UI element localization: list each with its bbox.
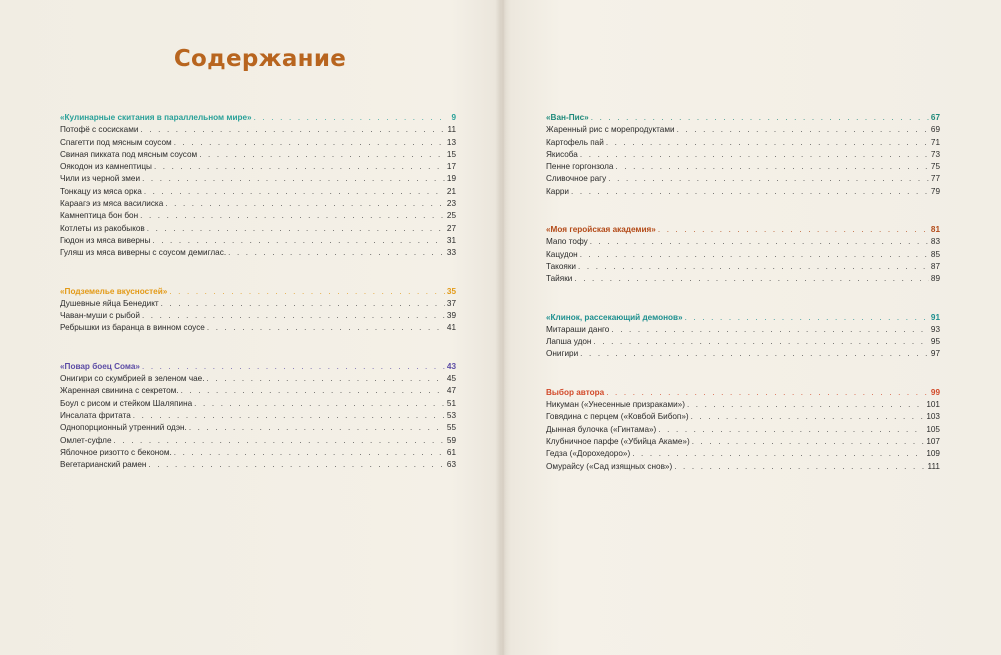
toc-entry-page-number: 63 bbox=[446, 460, 456, 470]
toc-entry-title: Боул с рисом и стейком Шаляпина bbox=[60, 398, 193, 408]
toc-entry-page-number: 111 bbox=[927, 461, 940, 471]
section-heading-page-number: 35 bbox=[446, 286, 456, 296]
dot-leader bbox=[114, 435, 445, 447]
dot-leader bbox=[142, 310, 445, 322]
toc-entry[interactable] bbox=[546, 261, 940, 273]
dot-leader bbox=[147, 223, 445, 235]
section-heading-title: «Повар боец Сома» bbox=[60, 361, 140, 371]
toc-entry-title: Сливочное рагу bbox=[546, 174, 607, 184]
dot-leader bbox=[142, 361, 445, 373]
toc-entry[interactable] bbox=[546, 236, 940, 248]
dot-leader bbox=[590, 236, 929, 248]
toc-entry-page-number: 55 bbox=[446, 423, 456, 433]
dot-leader bbox=[154, 161, 445, 173]
toc-entry-title: Омурайсу («Сад изящных снов») bbox=[546, 461, 673, 471]
dot-leader bbox=[174, 137, 445, 149]
toc-entry[interactable] bbox=[546, 137, 940, 149]
section-heading-title: «Клинок, рассекающий демонов» bbox=[546, 312, 683, 322]
toc-entry-page-number: 83 bbox=[930, 237, 940, 247]
dot-leader bbox=[658, 424, 924, 436]
section-heading-page-number: 67 bbox=[930, 113, 940, 122]
toc-entry-title: Жаренная свинина с секретом. bbox=[60, 386, 179, 396]
dot-leader bbox=[228, 247, 445, 259]
toc-entry-page-number: 19 bbox=[446, 174, 456, 184]
toc-entry[interactable] bbox=[546, 173, 940, 185]
dot-leader bbox=[148, 459, 444, 471]
toc-right-column bbox=[546, 112, 940, 473]
toc-entry-page-number: 33 bbox=[446, 248, 456, 258]
toc-entry-page-number: 101 bbox=[926, 400, 940, 410]
toc-entry[interactable] bbox=[60, 447, 456, 459]
toc-entry[interactable] bbox=[60, 161, 456, 173]
dot-leader bbox=[169, 286, 445, 298]
dot-leader bbox=[199, 149, 445, 161]
toc-entry-title: Гуляш из мяса виверны с соусом демиглас. bbox=[60, 248, 227, 258]
toc-entry[interactable] bbox=[546, 324, 940, 336]
toc-entry-title: Онигири bbox=[546, 349, 579, 359]
dot-leader bbox=[140, 124, 445, 136]
toc-section bbox=[546, 387, 940, 473]
section-gap bbox=[546, 286, 940, 312]
dot-leader bbox=[152, 235, 445, 247]
section-heading-page-number: 91 bbox=[930, 312, 940, 322]
dot-leader bbox=[207, 322, 445, 334]
toc-entry[interactable] bbox=[60, 410, 456, 422]
toc-entry-page-number: 107 bbox=[926, 436, 940, 446]
toc-entry-title: Якисоба bbox=[546, 149, 578, 159]
section-heading-page-number: 43 bbox=[446, 361, 456, 371]
dot-leader bbox=[165, 198, 445, 210]
toc-entry-title: Мапо тофу bbox=[546, 237, 588, 247]
toc-entry-page-number: 75 bbox=[930, 162, 940, 172]
toc-section-heading[interactable] bbox=[60, 286, 456, 298]
toc-entry-title: Гедза («Дорохедоро») bbox=[546, 449, 631, 459]
toc-entry-title: Гюдон из мяса виверны bbox=[60, 235, 151, 245]
toc-entry-title: Караагэ из мяса василиска bbox=[60, 199, 164, 209]
toc-entry-page-number: 103 bbox=[926, 412, 940, 422]
section-gap bbox=[546, 361, 940, 387]
dot-leader bbox=[161, 298, 445, 310]
dot-leader bbox=[574, 273, 929, 285]
toc-entry-title: Пенне горгонзола bbox=[546, 162, 614, 172]
dot-leader bbox=[611, 324, 929, 336]
toc-entry-page-number: 27 bbox=[446, 223, 456, 233]
dot-leader bbox=[685, 312, 929, 324]
toc-entry-title: Кацудон bbox=[546, 249, 578, 259]
toc-entry-title: Свиная пикката под мясным соусом bbox=[60, 149, 198, 159]
toc-entry-title: Чаван-муши с рыбой bbox=[60, 311, 140, 321]
toc-section bbox=[60, 361, 456, 472]
toc-entry-page-number: 97 bbox=[930, 349, 940, 359]
toc-entry[interactable] bbox=[546, 461, 940, 473]
dot-leader bbox=[142, 173, 445, 185]
dot-leader bbox=[674, 461, 925, 473]
toc-entry-page-number: 85 bbox=[930, 249, 940, 259]
toc-entry-page-number: 17 bbox=[446, 162, 456, 172]
toc-entry[interactable] bbox=[60, 124, 456, 136]
toc-entry-title: Чили из черной змеи bbox=[60, 174, 141, 184]
dot-leader bbox=[677, 124, 929, 136]
section-gap bbox=[60, 260, 456, 286]
section-heading-title: «Моя геройская академия» bbox=[546, 225, 656, 235]
dot-leader bbox=[181, 385, 445, 397]
toc-section bbox=[546, 224, 940, 285]
toc-section bbox=[546, 112, 940, 198]
toc-entry-page-number: 47 bbox=[446, 386, 456, 396]
toc-section bbox=[60, 286, 456, 335]
toc-entry-page-number: 105 bbox=[926, 424, 940, 434]
toc-entry[interactable] bbox=[60, 435, 456, 447]
dot-leader bbox=[571, 186, 929, 198]
toc-entry-page-number: 51 bbox=[446, 398, 456, 408]
toc-entry-title: Тонкацу из мяса орка bbox=[60, 186, 142, 196]
toc-entry[interactable] bbox=[60, 223, 456, 235]
toc-entry[interactable] bbox=[60, 173, 456, 185]
toc-entry[interactable] bbox=[546, 186, 940, 198]
toc-entry-title: Ребрышки из баранца в винном соусе bbox=[60, 323, 205, 333]
toc-entry[interactable] bbox=[546, 348, 940, 360]
toc-entry[interactable] bbox=[60, 149, 456, 161]
dot-leader bbox=[692, 436, 925, 448]
dot-leader bbox=[687, 399, 924, 411]
toc-entry[interactable] bbox=[60, 247, 456, 259]
toc-entry-page-number: 71 bbox=[930, 137, 940, 147]
toc-entry-title: Однопорционный утренний одэн. bbox=[60, 423, 187, 433]
toc-entry-title: Инсалата фритата bbox=[60, 410, 131, 420]
dot-leader bbox=[174, 447, 445, 459]
toc-entry-title: Камнептица бон бон bbox=[60, 211, 139, 221]
toc-entry-title: Вегетарианский рамен bbox=[60, 460, 147, 470]
toc-entry-page-number: 79 bbox=[930, 186, 940, 196]
page-title: Содержание bbox=[173, 46, 347, 72]
toc-entry-page-number: 53 bbox=[446, 410, 456, 420]
toc-entry-title: Дынная булочка («Гинтама») bbox=[546, 424, 657, 434]
section-heading-title: «Подземелье вкусностей» bbox=[60, 286, 168, 296]
toc-entry[interactable] bbox=[60, 298, 456, 310]
toc-entry[interactable] bbox=[60, 137, 456, 149]
toc-entry-page-number: 109 bbox=[926, 449, 940, 459]
toc-entry-page-number: 95 bbox=[930, 337, 940, 347]
toc-section-heading[interactable] bbox=[546, 387, 940, 399]
toc-entry-title: Потофё с сосисками bbox=[60, 125, 139, 135]
toc-entry[interactable] bbox=[546, 411, 940, 423]
dot-leader bbox=[254, 112, 450, 124]
toc-entry-page-number: 31 bbox=[446, 235, 456, 245]
toc-entry-page-number: 13 bbox=[446, 137, 456, 147]
toc-entry-page-number: 87 bbox=[930, 261, 940, 271]
toc-entry-page-number: 11 bbox=[447, 125, 456, 135]
toc-entry-page-number: 15 bbox=[446, 149, 456, 159]
toc-entry[interactable] bbox=[60, 235, 456, 247]
toc-entry-title: Никуман («Унесенные призраками») bbox=[546, 400, 685, 410]
toc-entry-page-number: 73 bbox=[930, 149, 940, 159]
toc-entry[interactable] bbox=[60, 422, 456, 434]
section-heading-title: Выбор автора bbox=[546, 387, 605, 397]
toc-entry-title: Митараши данго bbox=[546, 324, 610, 334]
dot-leader bbox=[580, 348, 929, 360]
toc-entry-page-number: 23 bbox=[446, 199, 456, 209]
section-gap bbox=[60, 335, 456, 361]
dot-leader bbox=[580, 249, 929, 261]
dot-leader bbox=[632, 448, 924, 460]
toc-entry[interactable] bbox=[60, 186, 456, 198]
dot-leader bbox=[144, 186, 445, 198]
toc-entry[interactable] bbox=[546, 399, 940, 411]
toc-entry-page-number: 37 bbox=[446, 298, 456, 308]
toc-entry-title: Карри bbox=[546, 186, 570, 196]
toc-section-heading[interactable] bbox=[546, 112, 940, 124]
section-heading-page-number: 99 bbox=[930, 387, 940, 397]
toc-entry-title: Спагетти под мясным соусом bbox=[60, 137, 172, 147]
toc-left-column bbox=[60, 112, 456, 471]
toc-entry-title: Тайяки bbox=[546, 274, 573, 284]
dot-leader bbox=[691, 411, 925, 423]
toc-entry[interactable] bbox=[546, 448, 940, 460]
section-heading-page-number: 9 bbox=[451, 113, 456, 122]
toc-entry-title: Говядина с перцем («Ковбой Бибоп») bbox=[546, 412, 689, 422]
toc-entry-page-number: 69 bbox=[930, 125, 940, 135]
toc-entry-page-number: 77 bbox=[930, 174, 940, 184]
dot-leader bbox=[133, 410, 445, 422]
toc-entry[interactable] bbox=[546, 149, 940, 161]
section-heading-page-number: 81 bbox=[930, 225, 940, 235]
toc-entry[interactable] bbox=[60, 398, 456, 410]
toc-entry[interactable] bbox=[60, 373, 456, 385]
dot-leader bbox=[615, 161, 928, 173]
dot-leader bbox=[658, 224, 929, 236]
toc-entry-page-number: 89 bbox=[930, 274, 940, 284]
toc-entry-title: Онигири со скумбрией в зеленом чае. bbox=[60, 374, 205, 384]
toc-entry[interactable] bbox=[60, 210, 456, 222]
book-gutter bbox=[495, 0, 511, 655]
toc-entry[interactable] bbox=[546, 336, 940, 348]
toc-entry-page-number: 25 bbox=[446, 211, 456, 221]
toc-section-heading[interactable] bbox=[60, 361, 456, 373]
section-heading-title: «Кулинарные скитания в параллельном мире» bbox=[60, 113, 252, 122]
toc-section bbox=[546, 312, 940, 361]
toc-entry-page-number: 59 bbox=[446, 435, 456, 445]
dot-leader bbox=[580, 149, 929, 161]
toc-entry[interactable] bbox=[60, 322, 456, 334]
toc-entry-title: Котлеты из ракобыков bbox=[60, 223, 145, 233]
toc-entry[interactable] bbox=[546, 273, 940, 285]
toc-entry-title: Картофель пай bbox=[546, 137, 604, 147]
section-gap bbox=[546, 198, 940, 224]
toc-entry-title: Яблочное ризотто с беконом. bbox=[60, 447, 172, 457]
toc-entry-page-number: 41 bbox=[446, 323, 456, 333]
dot-leader bbox=[140, 210, 445, 222]
toc-entry-title: Такояки bbox=[546, 261, 577, 271]
toc-section-heading[interactable] bbox=[546, 224, 940, 236]
dot-leader bbox=[194, 398, 445, 410]
toc-entry-page-number: 21 bbox=[446, 186, 456, 196]
toc-section-heading[interactable] bbox=[60, 112, 456, 124]
dot-leader bbox=[606, 137, 929, 149]
dot-leader bbox=[608, 173, 929, 185]
toc-entry[interactable] bbox=[546, 436, 940, 448]
toc-entry[interactable] bbox=[546, 161, 940, 173]
toc-section bbox=[60, 112, 456, 260]
dot-leader bbox=[578, 261, 929, 273]
dot-leader bbox=[606, 387, 929, 399]
toc-entry[interactable] bbox=[60, 385, 456, 397]
toc-entry[interactable] bbox=[60, 198, 456, 210]
dot-leader bbox=[207, 373, 445, 385]
toc-section-heading[interactable] bbox=[546, 312, 940, 324]
toc-entry-page-number: 45 bbox=[446, 374, 456, 384]
toc-entry[interactable] bbox=[60, 310, 456, 322]
toc-entry-page-number: 61 bbox=[446, 447, 456, 457]
toc-entry-page-number: 39 bbox=[446, 311, 456, 321]
dot-leader bbox=[189, 422, 445, 434]
toc-entry-title: Жаренный рис с морепродуктами bbox=[546, 125, 675, 135]
toc-entry-title: Клубничное парфе («Убийца Акаме») bbox=[546, 436, 690, 446]
toc-entry-title: Омлет-суфле bbox=[60, 435, 112, 445]
dot-leader bbox=[591, 112, 929, 124]
toc-entry-page-number: 93 bbox=[930, 324, 940, 334]
toc-entry-title: Лапша удон bbox=[546, 337, 592, 347]
toc-entry[interactable] bbox=[546, 249, 940, 261]
toc-entry[interactable] bbox=[60, 459, 456, 471]
dot-leader bbox=[593, 336, 928, 348]
toc-entry-title: Оякодон из камнептицы bbox=[60, 162, 152, 172]
toc-entry[interactable] bbox=[546, 124, 940, 136]
toc-entry-title: Душевные яйца Бенедикт bbox=[60, 298, 159, 308]
section-heading-title: «Ван-Пис» bbox=[546, 113, 589, 122]
toc-entry[interactable] bbox=[546, 424, 940, 436]
